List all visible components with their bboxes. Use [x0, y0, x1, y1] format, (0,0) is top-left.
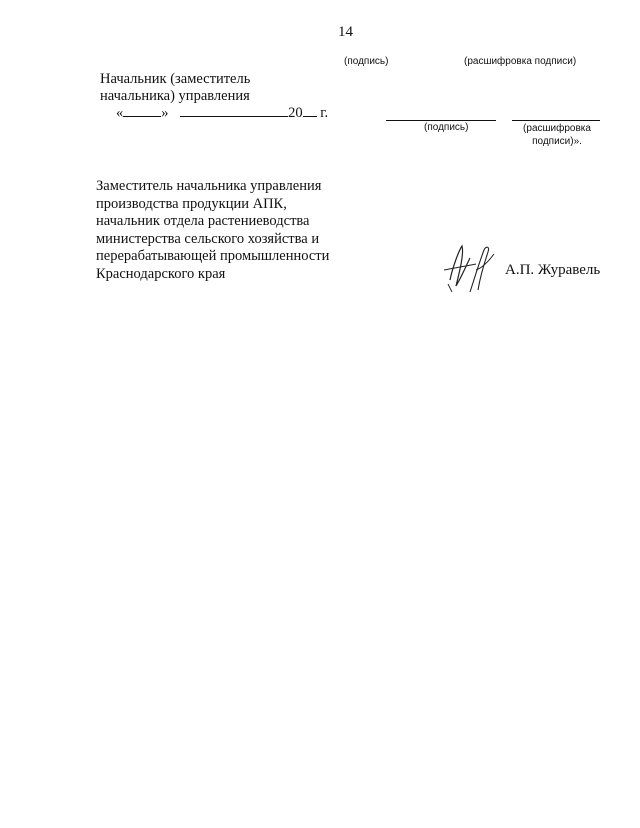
signature-caption-top: (подпись)	[344, 56, 389, 67]
head-position-line1: Начальник (заместитель	[100, 71, 251, 87]
decoding-caption-bottom	[516, 122, 598, 148]
signatory-title-line: Заместитель начальника управления	[96, 178, 322, 194]
decoding-line	[512, 120, 600, 121]
date-row	[116, 104, 328, 122]
signatory-name: А.П. Журавель	[505, 262, 601, 278]
signature-decoding-caption-top: (расшифровка подписи)	[464, 56, 577, 67]
signatory-title-line: Краснодарского края	[96, 265, 226, 282]
signatory-title-line: министерства сельского хозяйства и	[96, 230, 320, 247]
signatory-title-block	[96, 178, 329, 283]
decoding-caption-line1: (расшифровка	[523, 123, 591, 134]
head-position-block	[100, 71, 330, 105]
signatory-title-line: начальник отдела растениеводства	[96, 213, 310, 229]
signatory-title-line: производства продукции АПК,	[96, 195, 287, 212]
handwritten-signature	[440, 240, 502, 296]
signature-line	[386, 120, 496, 121]
signatory-title-line: перерабатывающей промышленности	[96, 248, 330, 264]
signature-caption-bottom: (подпись)	[424, 122, 469, 133]
year-prefix: 20	[288, 105, 303, 121]
month-blank	[180, 104, 288, 117]
year-blank	[303, 104, 317, 117]
head-position-line2: начальника) управления	[100, 88, 250, 104]
decoding-caption-line2: подписи)».	[532, 136, 582, 147]
open-quote: «	[116, 105, 124, 121]
close-quote: »	[161, 105, 169, 121]
page-number: 14	[338, 24, 353, 40]
day-blank	[123, 104, 161, 117]
year-suffix: г.	[320, 105, 329, 121]
